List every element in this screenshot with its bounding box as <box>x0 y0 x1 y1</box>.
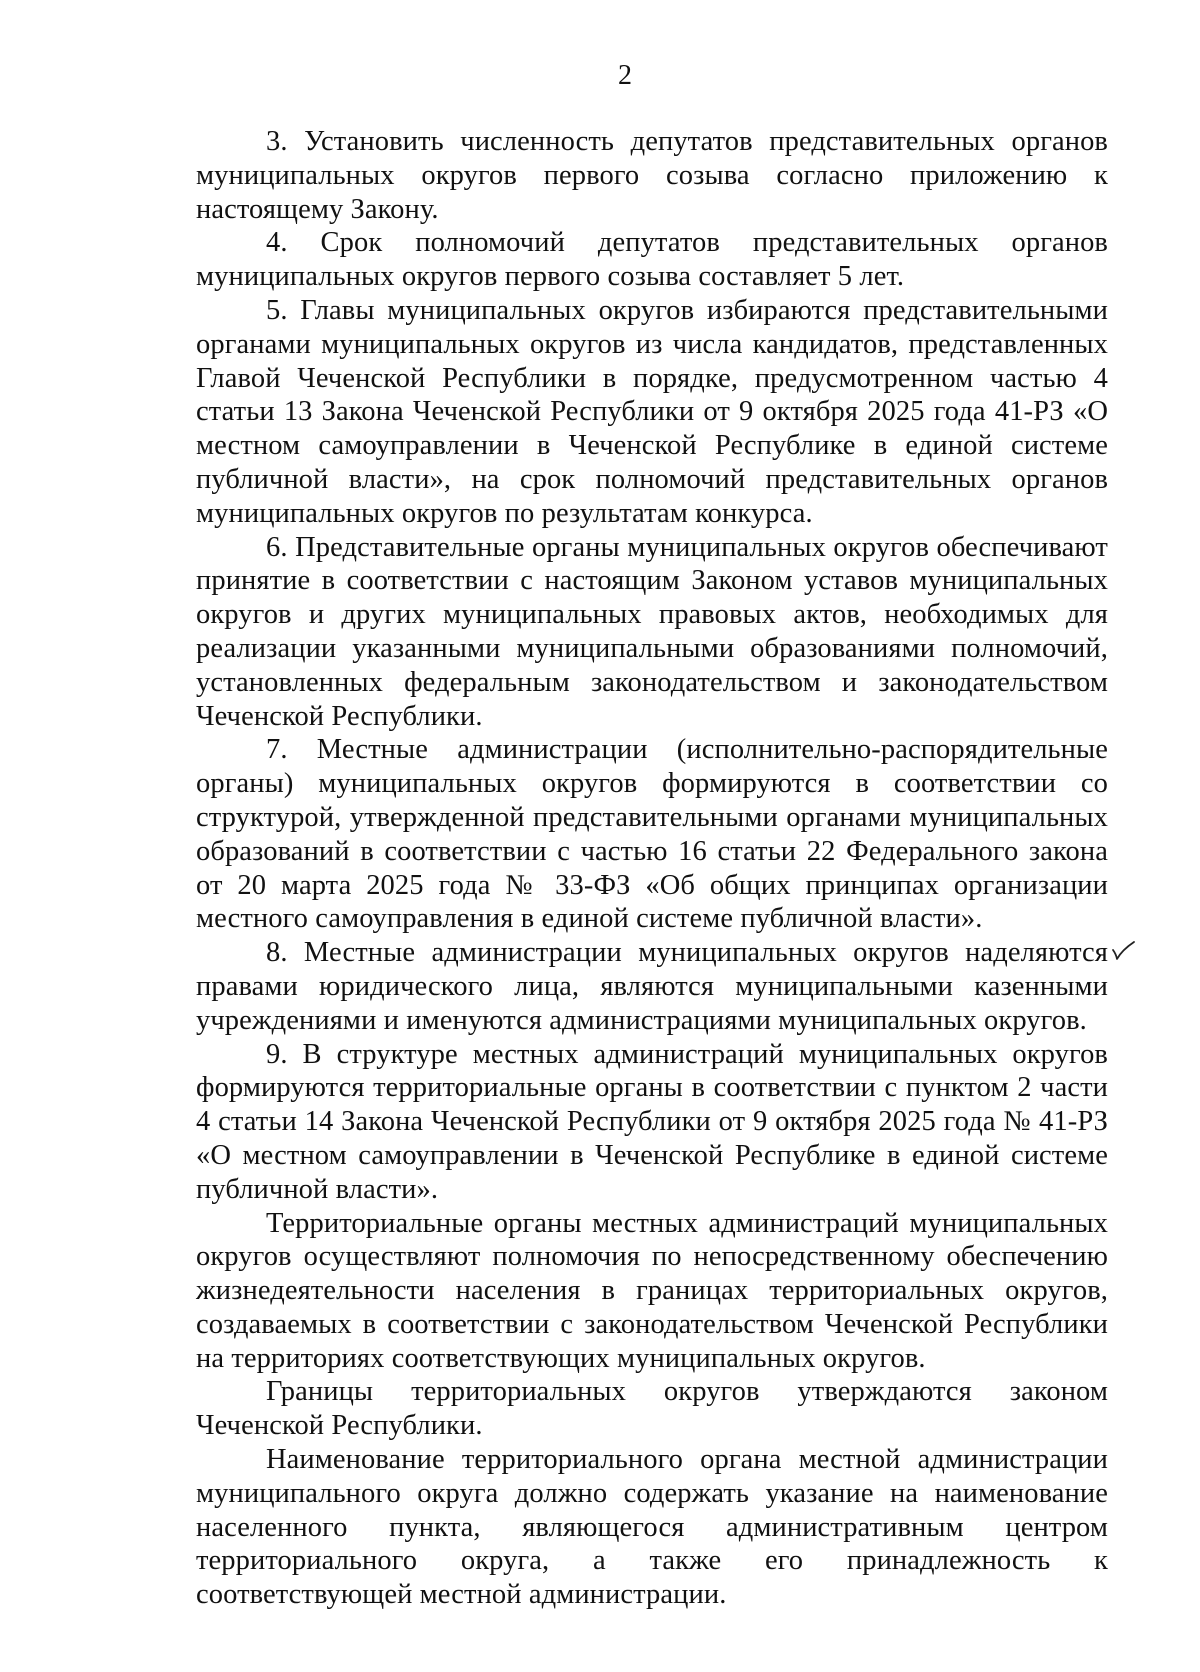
paragraph-8: 8. Местные администрации муниципальных округов наделяются правами юридического лица, являются муниципальными казенными учреждениями и именуются администрациями муниципальных округов. <box>196 937 1108 1036</box>
paragraph-territorial-naming: Наименование территориального органа местной администрации муниципального округа должно содержать указание на наименование населенного пункта, являющегося административным центром территориального округа, а также его принадлежность к соответствующей местной администрации. <box>196 1444 1108 1611</box>
paragraph-territorial-organs: Территориальные органы местных администраций муниципальных округов осуществляют полномочия по непосредственному обеспечению жизнедеятельности населения в границах территориальных округов, создаваемых в соответствии с законодательством Чеченской Республики на территориях соответствующих муниципальных округов. <box>196 1207 1108 1374</box>
paragraph-9: 9. В структуре местных администраций муниципальных округов формируются территориальные органы в соответствии с пунктом 2 части 4 статьи 14 Закона Чеченской Республики от 9 октября 2025 года № 41-РЗ «О местном самоуправлении в Чеченской Республике в единой системе публичной власти». <box>196 1038 1108 1205</box>
handwritten-check-icon <box>1110 938 1136 962</box>
paragraph-6: 6. Представительные органы муниципальных округов обеспечивают принятие в соответствии с настоящим Законом уставов муниципальных округов и других муниципальных правовых актов, необходимых для реализации указанными муниципальными образованиями полномочий, установленных федеральным законодательством и законодательством Чеченской Республики. <box>196 531 1108 732</box>
paragraph-territorial-boundaries: Границы территориальных округов утверждаются законом Чеченской Республики. <box>196 1376 1108 1442</box>
document-body <box>196 125 1108 1612</box>
page-number: 2 <box>618 60 632 91</box>
paragraph-5: 5. Главы муниципальных округов избираются представительными органами муниципальных округов из числа кандидатов, представленных Главой Чеченской Республики в порядке, предусмотренном частью 4 статьи 13 Закона Чеченской Республики от 9 октября 2025 года 41-РЗ «О местном самоуправлении в Чеченской Республике в единой системе публичной власти», на срок полномочий представительных органов муниципальных округов по результатам конкурса. <box>196 294 1108 529</box>
paragraph-4: 4. Срок полномочий депутатов представительных органов муниципальных округов первого созыва составляет 5 лет. <box>196 227 1108 293</box>
paragraph-3: 3. Установить численность депутатов представительных органов муниципальных округов первого созыва согласно приложению к настоящему Закону. <box>196 126 1108 225</box>
paragraph-7: 7. Местные администрации (исполнительно-распорядительные органы) муниципальных округов формируются в соответствии со структурой, утвержденной представительными органами муниципальных образований в соответствии с частью 16 статьи 22 Федерального закона от 20 марта 2025 года № 33-ФЗ «Об общих принципах организации местного самоуправления в единой системе публичной власти». <box>196 734 1108 935</box>
